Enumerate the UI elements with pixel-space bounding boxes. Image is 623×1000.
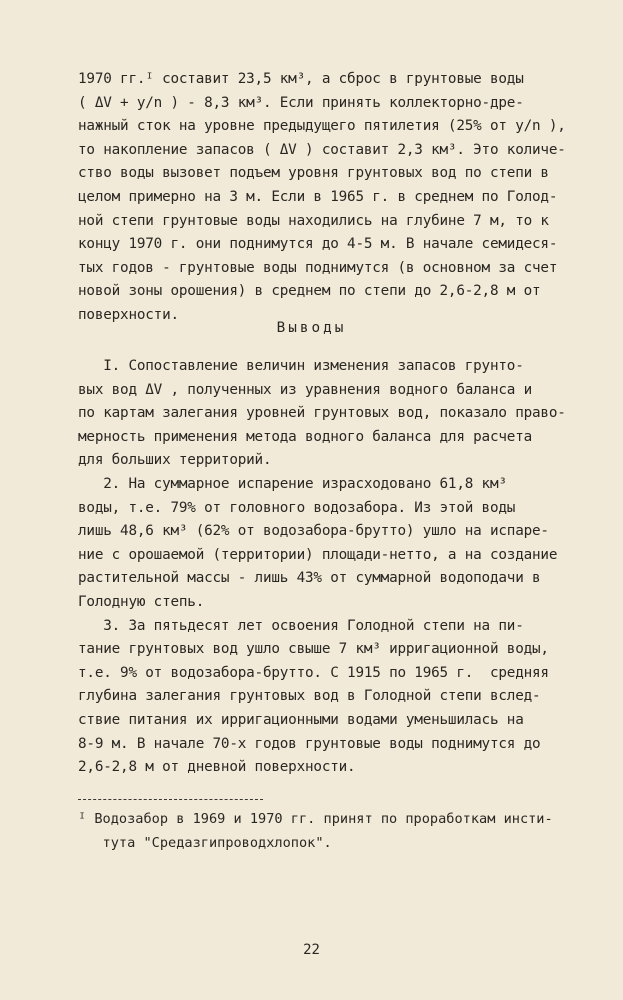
text-line: глубина залегания грунтовых вод в Голодной степи вслед- — [78, 688, 541, 705]
text-line: тых годов - грунтовые воды поднимутся (в основном за счет — [78, 259, 558, 276]
text-line: Голодную степь. — [78, 593, 205, 610]
text-line: тание грунтовых вод ушло свыше 7 км³ ирригационной воды, — [78, 641, 549, 658]
footnote-line: тута "Средазгипроводхлопок". — [78, 834, 332, 851]
paragraph-top — [78, 68, 613, 328]
conclusions-block — [78, 355, 613, 780]
text-line: воды, т.е. 79% от головного водозабора. Из этой воды — [78, 499, 516, 516]
text-line: вых вод ΔV , полученных из уравнения водного баланса и — [78, 381, 533, 398]
text-line: мерность применения метода водного баланса для расчета — [78, 428, 533, 445]
page-number: 22 — [303, 942, 320, 958]
text-line: то накопление запасов ( ΔV ) составит 2,3 км³. Это количе- — [78, 141, 566, 158]
text-line: т.е. 9% от водозабора-брутто. С 1915 по 1965 г. средняя — [78, 664, 549, 681]
text-line: поверхности. — [78, 306, 179, 323]
text-line: 2,6-2,8 м от дневной поверхности. — [78, 759, 356, 776]
text-line: растительной массы - лишь 43% от суммарной водоподачи в — [78, 570, 541, 587]
text-line: 3. За пятьдесят лет освоения Голодной степи на пи- — [78, 617, 524, 634]
section-heading: Выводы — [276, 320, 347, 336]
text-line: ние с орошаемой (территории) площади-нетто, а на создание — [78, 546, 558, 563]
footnote — [78, 809, 613, 856]
text-line: ство воды вызовет подъем уровня грунтовых вод по степи в — [78, 165, 549, 182]
text-line: 2. На суммарное испарение израсходовано 61,8 км³ — [78, 475, 507, 492]
footnote-line: ᴵ Водозабор в 1969 и 1970 гг. принят по проработкам инсти- — [78, 811, 553, 827]
text-line: нажный сток на уровне предыдущего пятилетия (25% от y/n ), — [78, 118, 566, 135]
footnote-separator — [78, 799, 263, 800]
text-line: ( ΔV + y/n ) - 8,3 км³. Если принять коллекторно-дре- — [78, 94, 524, 111]
text-line: 8-9 м. В начале 70-х годов грунтовые воды поднимутся до — [78, 735, 541, 752]
text-line: для больших территорий. — [78, 452, 272, 469]
text-line: ной степи грунтовые воды находились на глубине 7 м, то к — [78, 212, 549, 229]
text-line: концу 1970 г. они поднимутся до 4-5 м. В начале семидеся- — [78, 236, 558, 253]
text-line: целом примерно на 3 м. Если в 1965 г. в среднем по Голод- — [78, 188, 558, 205]
text-line: лишь 48,6 км³ (62% от водозабора-брутто) ушло на испаре- — [78, 523, 549, 540]
text-line: ствие питания их ирригационными водами уменьшилась на — [78, 711, 524, 728]
text-line: по картам залегания уровней грунтовых вод, показало право- — [78, 405, 566, 422]
text-line: новой зоны орошения) в среднем по степи до 2,6-2,8 м от — [78, 283, 541, 300]
text-line: I. Сопоставление величин изменения запасов грунто- — [78, 358, 524, 374]
text-line: 1970 гг.ᴵ составит 23,5 км³, а сброс в грунтовые воды — [78, 71, 524, 87]
